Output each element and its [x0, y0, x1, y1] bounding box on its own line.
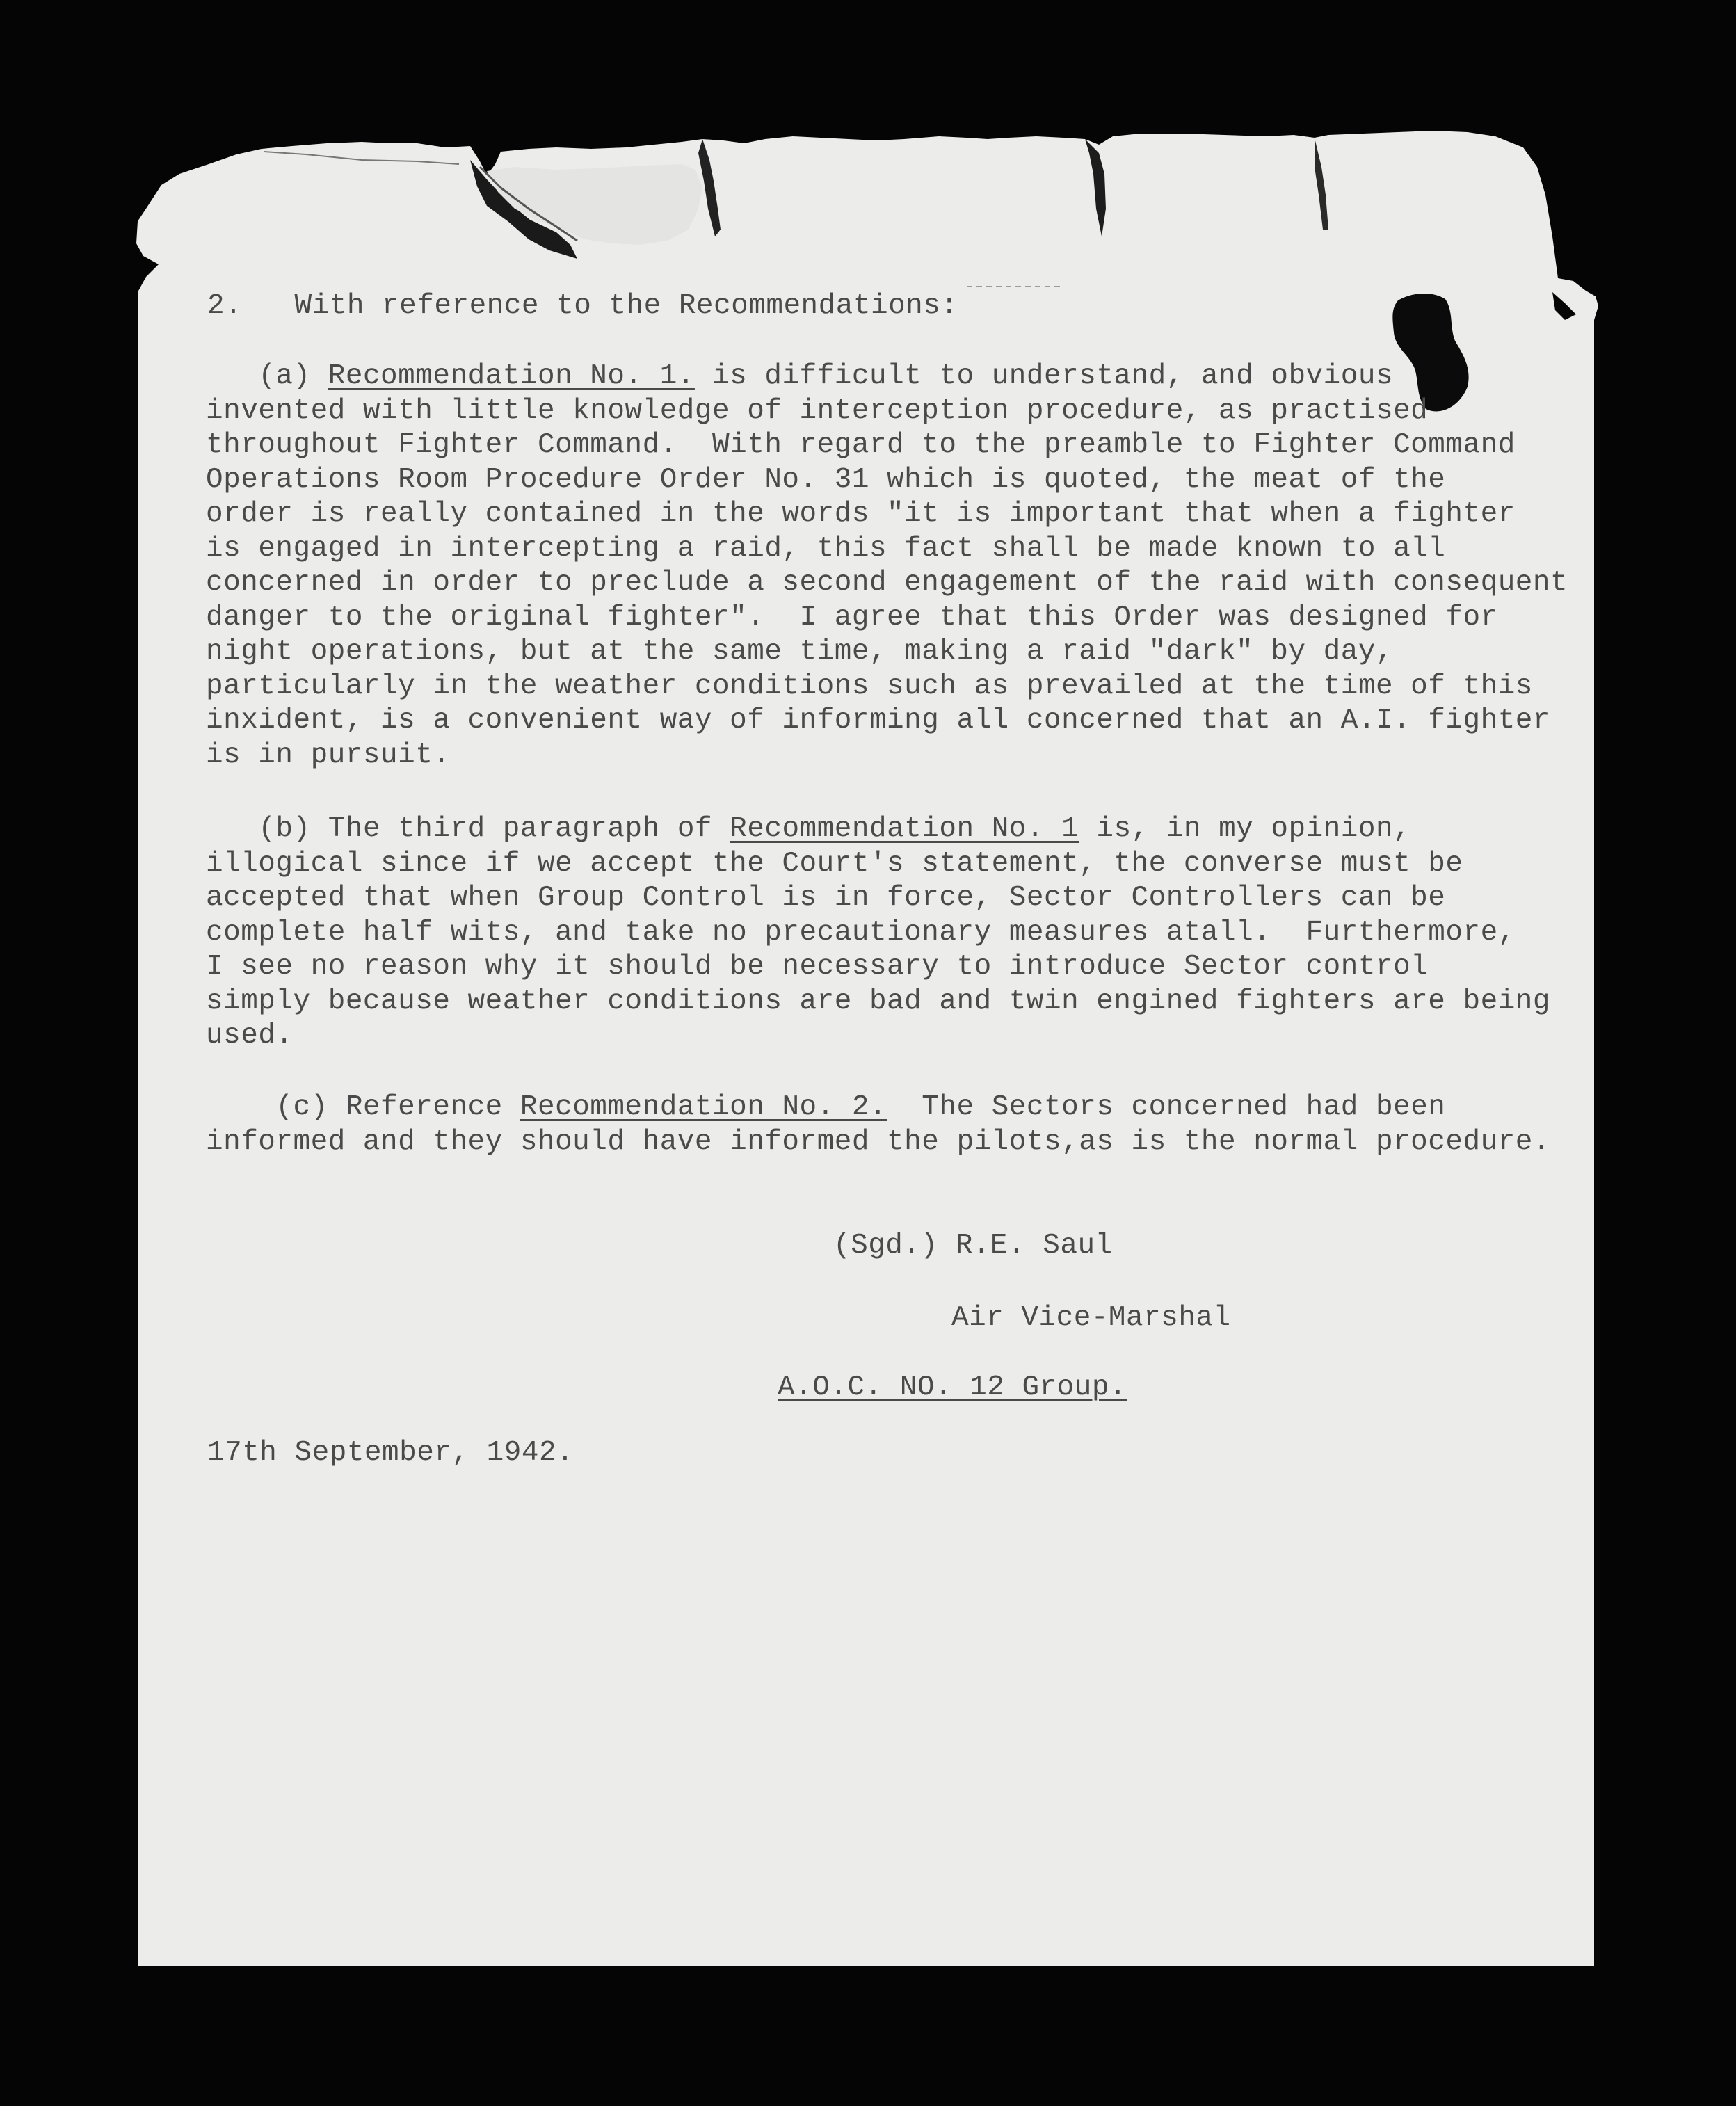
paragraph-c-marker: (c) [275, 1091, 328, 1123]
section-heading [207, 289, 958, 323]
paragraph-a-line-8: night operations, but at the same time, making a raid "dark" by day, [206, 636, 1394, 668]
paragraph-a-line-1: invented with little knowledge of interception procedure, as practised [206, 394, 1429, 427]
paragraph-a-line-3: Operations Room Procedure Order No. 31 which is quoted, the meat of the [206, 463, 1446, 496]
paragraph-b-line-2: complete half wits, and take no precautionary measures atall. Furthermore, [206, 916, 1516, 949]
paragraph-a-marker: (a) [258, 360, 311, 392]
section-number: 2. [207, 290, 243, 322]
paragraph-c-first-line [206, 1091, 1611, 1125]
paragraph-b-marker: (b) [258, 813, 311, 845]
signature-signed: (Sgd.) R.E. Saul [833, 1230, 1113, 1262]
paragraph-a-line-10: inxident, is a convenient way of informing all concerned that an A.I. fighter [206, 705, 1551, 737]
paragraph-a-line-4: order is really contained in the words "it is important that when a fighter [206, 498, 1516, 530]
paragraph-a-line-9: particularly in the weather conditions such as prevailed at the time of this [206, 670, 1533, 702]
paragraph-b [206, 812, 1611, 1054]
section-heading-text: With reference to the Recommendations: [294, 290, 958, 322]
paragraph-c-line-0: informed and they should have informed the pilots,as is the normal procedure. [206, 1125, 1551, 1158]
paragraph-b-reference: Recommendation No. 1 [730, 813, 1079, 845]
paragraph-a-reference: Recommendation No. 1. [328, 360, 695, 392]
paragraph-c-lead: Reference [345, 1091, 520, 1123]
paragraph-b-lead: The third paragraph of [328, 813, 730, 845]
paragraph-a-line-5: is engaged in intercepting a raid, this fact shall be made known to all [206, 532, 1446, 565]
signature-command: A.O.C. NO. 12 Group. [778, 1372, 1127, 1404]
paragraph-a-line-11: is in pursuit. [206, 739, 451, 771]
paragraph-a-line-0: is difficult to understand, and obvious [694, 360, 1394, 392]
paragraph-b-line-1: accepted that when Group Control is in force, Sector Controllers can be [206, 882, 1446, 914]
paragraph-b-first-line [206, 812, 1611, 847]
paragraph-b-line-5: used. [206, 1020, 294, 1052]
paragraph-a-line-6: concerned in order to preclude a second engagement of the raid with consequent [206, 567, 1568, 599]
document-date: 17th September, 1942. [207, 1437, 574, 1469]
paragraph-b-line-4: simply because weather conditions are bad and twin engined fighters are being [206, 985, 1551, 1018]
paragraph-a [206, 360, 1611, 773]
paragraph-a-line-7: danger to the original fighter". I agree that this Order was designed for [206, 601, 1498, 634]
paragraph-c [206, 1091, 1611, 1159]
paragraph-a-first-line [206, 360, 1611, 394]
paragraph-c-tail: The Sectors concerned had been [887, 1091, 1446, 1123]
paragraph-c-reference: Recommendation No. 2. [520, 1091, 887, 1123]
paragraph-b-line-0: illogical since if we accept the Court's statement, the converse must be [206, 847, 1463, 880]
signature-rank: Air Vice-Marshal [951, 1302, 1231, 1334]
paragraph-b-tail: is, in my opinion, [1079, 813, 1411, 845]
paragraph-b-line-3: I see no reason why it should be necessary to introduce Sector control [206, 951, 1429, 983]
paragraph-a-line-2: throughout Fighter Command. With regard to the preamble to Fighter Command [206, 429, 1516, 461]
